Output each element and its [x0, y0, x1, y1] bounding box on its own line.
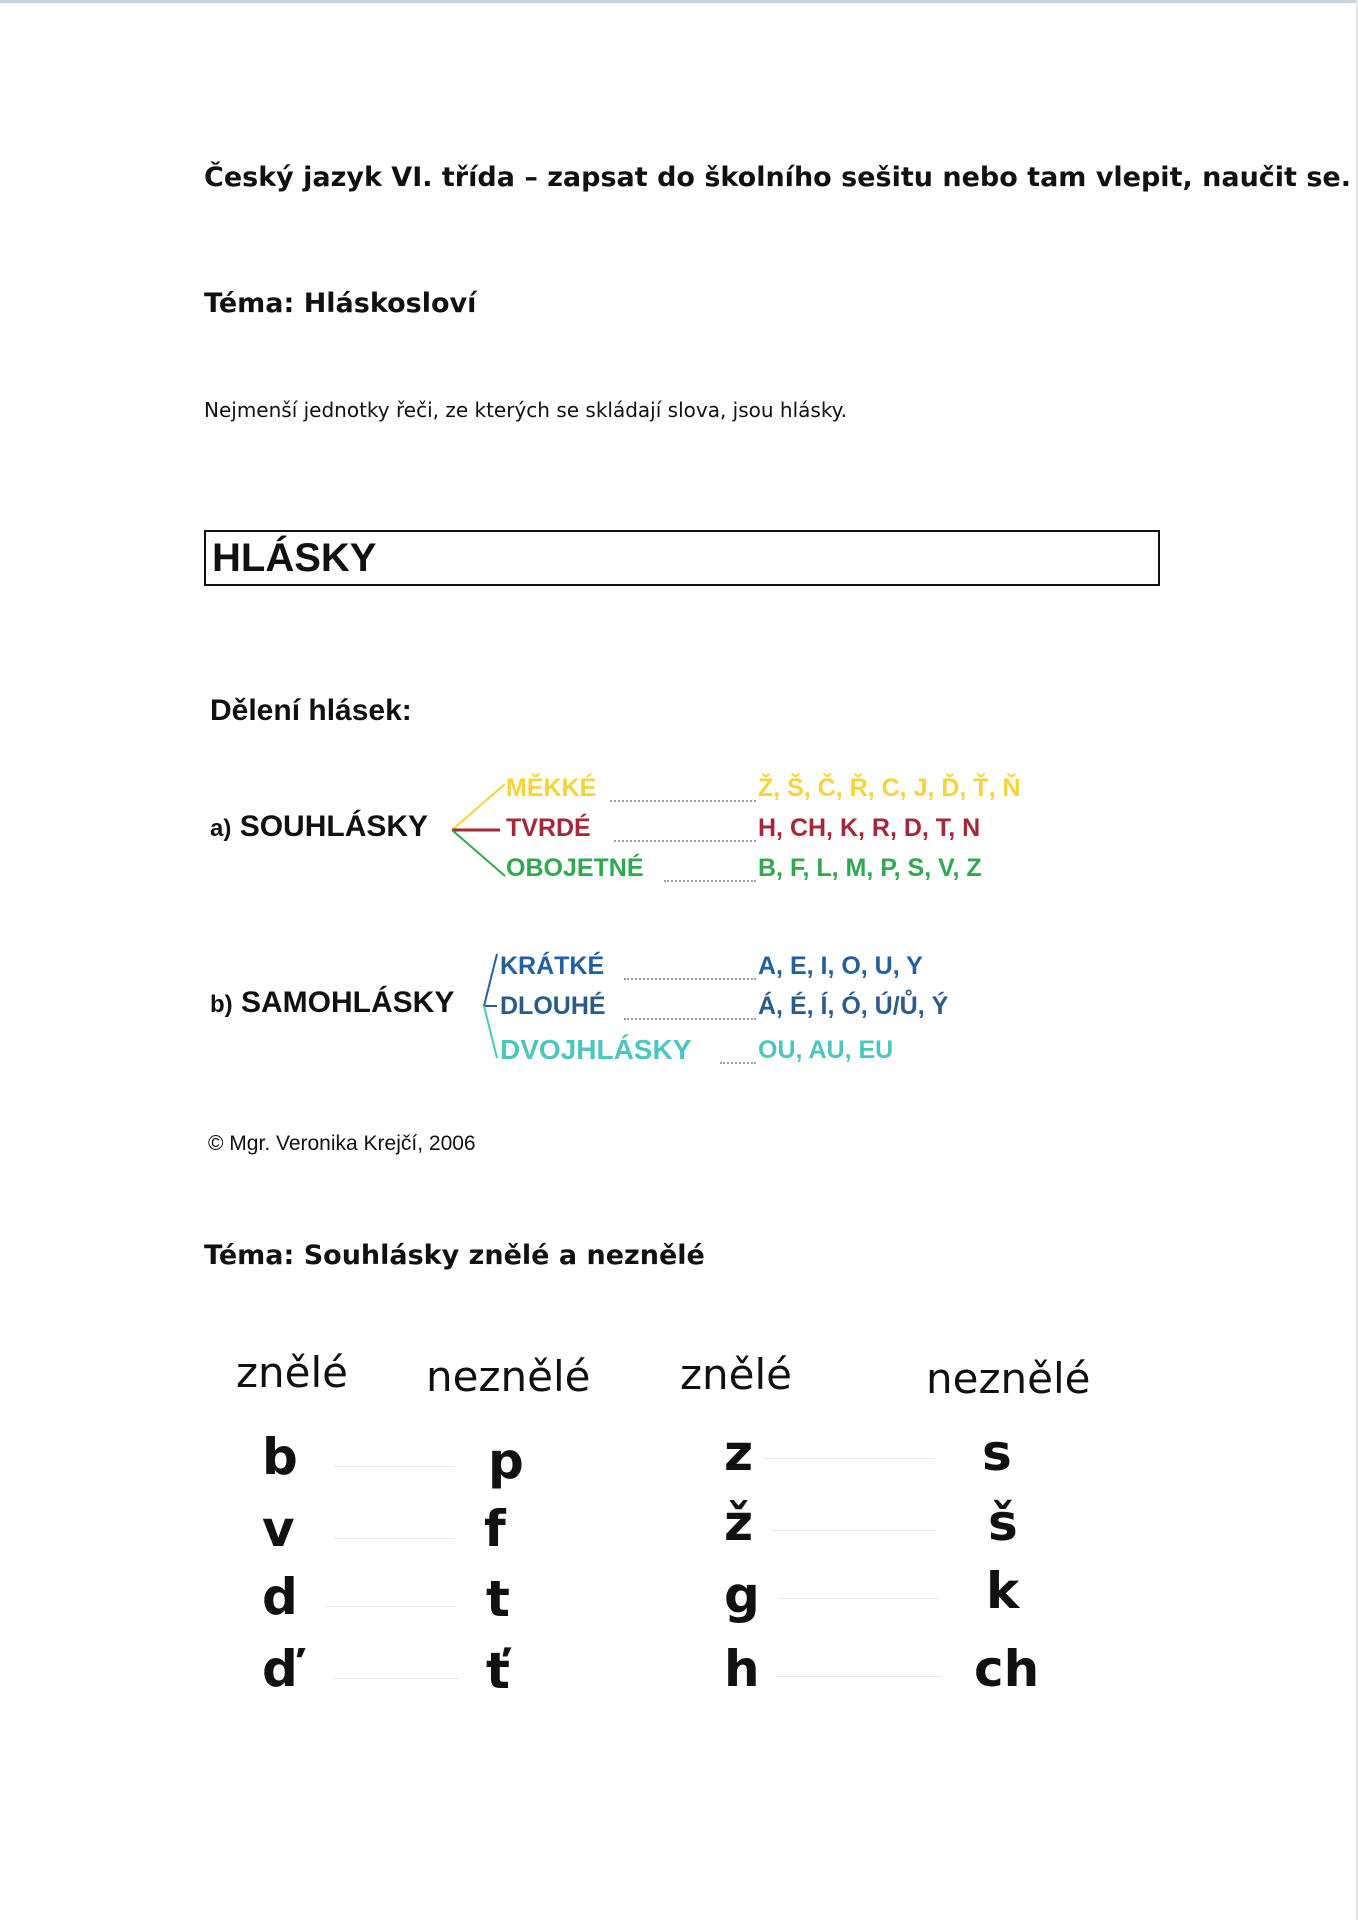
short-dots	[624, 978, 756, 980]
pair-connector	[778, 1598, 938, 1599]
voiceless-letter: s	[982, 1424, 1012, 1482]
short-letters: A, E, I, O, U, Y	[758, 952, 923, 980]
pair-connector	[326, 1606, 456, 1607]
voiceless-letter: p	[488, 1432, 524, 1490]
page-title: Český jazyk VI. třída – zapsat do školního sešitu nebo tam vlepit, naučit se.	[204, 162, 1351, 193]
ambivalent-dots	[664, 880, 756, 882]
voiced-letter: b	[262, 1428, 298, 1486]
pair-connector	[334, 1538, 454, 1539]
voiceless-letter: k	[986, 1562, 1020, 1620]
hard-name: TVRDÉ	[506, 814, 591, 842]
soft-dots	[610, 800, 756, 802]
voiceless-letter: ť	[486, 1642, 510, 1700]
voiced-letter: z	[724, 1424, 754, 1482]
hard-letters: H, CH, K, R, D, T, N	[758, 814, 981, 842]
voiced-letter: g	[724, 1566, 760, 1624]
soft-name: MĚKKÉ	[506, 774, 597, 802]
header-voiceless-right: neznělé	[926, 1354, 1091, 1403]
branch-soft	[452, 784, 505, 830]
branch-diphthong	[484, 1006, 497, 1058]
short-name: KRÁTKÉ	[500, 952, 605, 980]
vowels-title: SAMOHLÁSKY	[241, 986, 455, 1019]
diphthong-letters: OU, AU, EU	[758, 1036, 894, 1064]
intro-sentence: Nejmenší jednotky řeči, ze kterých se skládají slova, jsou hlásky.	[204, 398, 848, 422]
consonants-title: SOUHLÁSKY	[239, 810, 429, 843]
ambivalent-name: OBOJETNÉ	[506, 854, 644, 882]
pair-connector	[334, 1466, 454, 1467]
long-letters: Á, É, Í, Ó, Ú/Ů, Ý	[758, 992, 949, 1020]
copyright-note: © Mgr. Veronika Krejčí, 2006	[208, 1132, 476, 1155]
ambivalent-letters: B, F, L, M, P, S, V, Z	[758, 854, 982, 882]
header-voiceless-left: neznělé	[426, 1352, 591, 1401]
voiced-letter: ď	[262, 1640, 298, 1698]
topic-heading-phonology: Téma: Hláskosloví	[204, 288, 477, 319]
header-voiced-right: znělé	[680, 1350, 793, 1399]
branch-ambivalent	[452, 830, 505, 876]
soft-label	[506, 774, 596, 803]
voiceless-letter: f	[484, 1500, 506, 1558]
topic-heading-voicing: Téma: Souhlásky znělé a neznělé	[204, 1240, 705, 1271]
voiced-letter: h	[724, 1640, 760, 1698]
header-voiced-left: znělé	[236, 1348, 349, 1397]
soft-letters: Ž, Š, Č, Ř, C, J, Ď, Ť, Ň	[758, 774, 1021, 802]
hard-dots	[614, 840, 756, 842]
voiceless-letter: š	[988, 1494, 1018, 1552]
vowels-prefix: b)	[210, 991, 233, 1018]
section-title: HLÁSKY	[212, 536, 377, 580]
branch-short	[484, 954, 497, 1006]
pair-connector	[772, 1530, 936, 1531]
diphthong-dots	[720, 1062, 756, 1064]
consonants-prefix: a)	[210, 815, 232, 842]
voiced-letter: d	[262, 1568, 298, 1626]
diphthong-name: DVOJHLÁSKY	[500, 1034, 692, 1065]
long-dots	[624, 1018, 756, 1020]
pair-connector	[764, 1458, 934, 1459]
vowels-label	[210, 986, 454, 1020]
voiceless-letter: t	[486, 1570, 510, 1628]
voiced-letter: v	[262, 1500, 295, 1558]
long-name: DLOUHÉ	[500, 992, 606, 1020]
division-heading: Dělení hlásek:	[210, 694, 412, 727]
pair-connector	[334, 1678, 460, 1679]
voiceless-letter: ch	[974, 1640, 1040, 1698]
pair-connector	[776, 1676, 942, 1677]
voiced-letter: ž	[724, 1494, 754, 1552]
